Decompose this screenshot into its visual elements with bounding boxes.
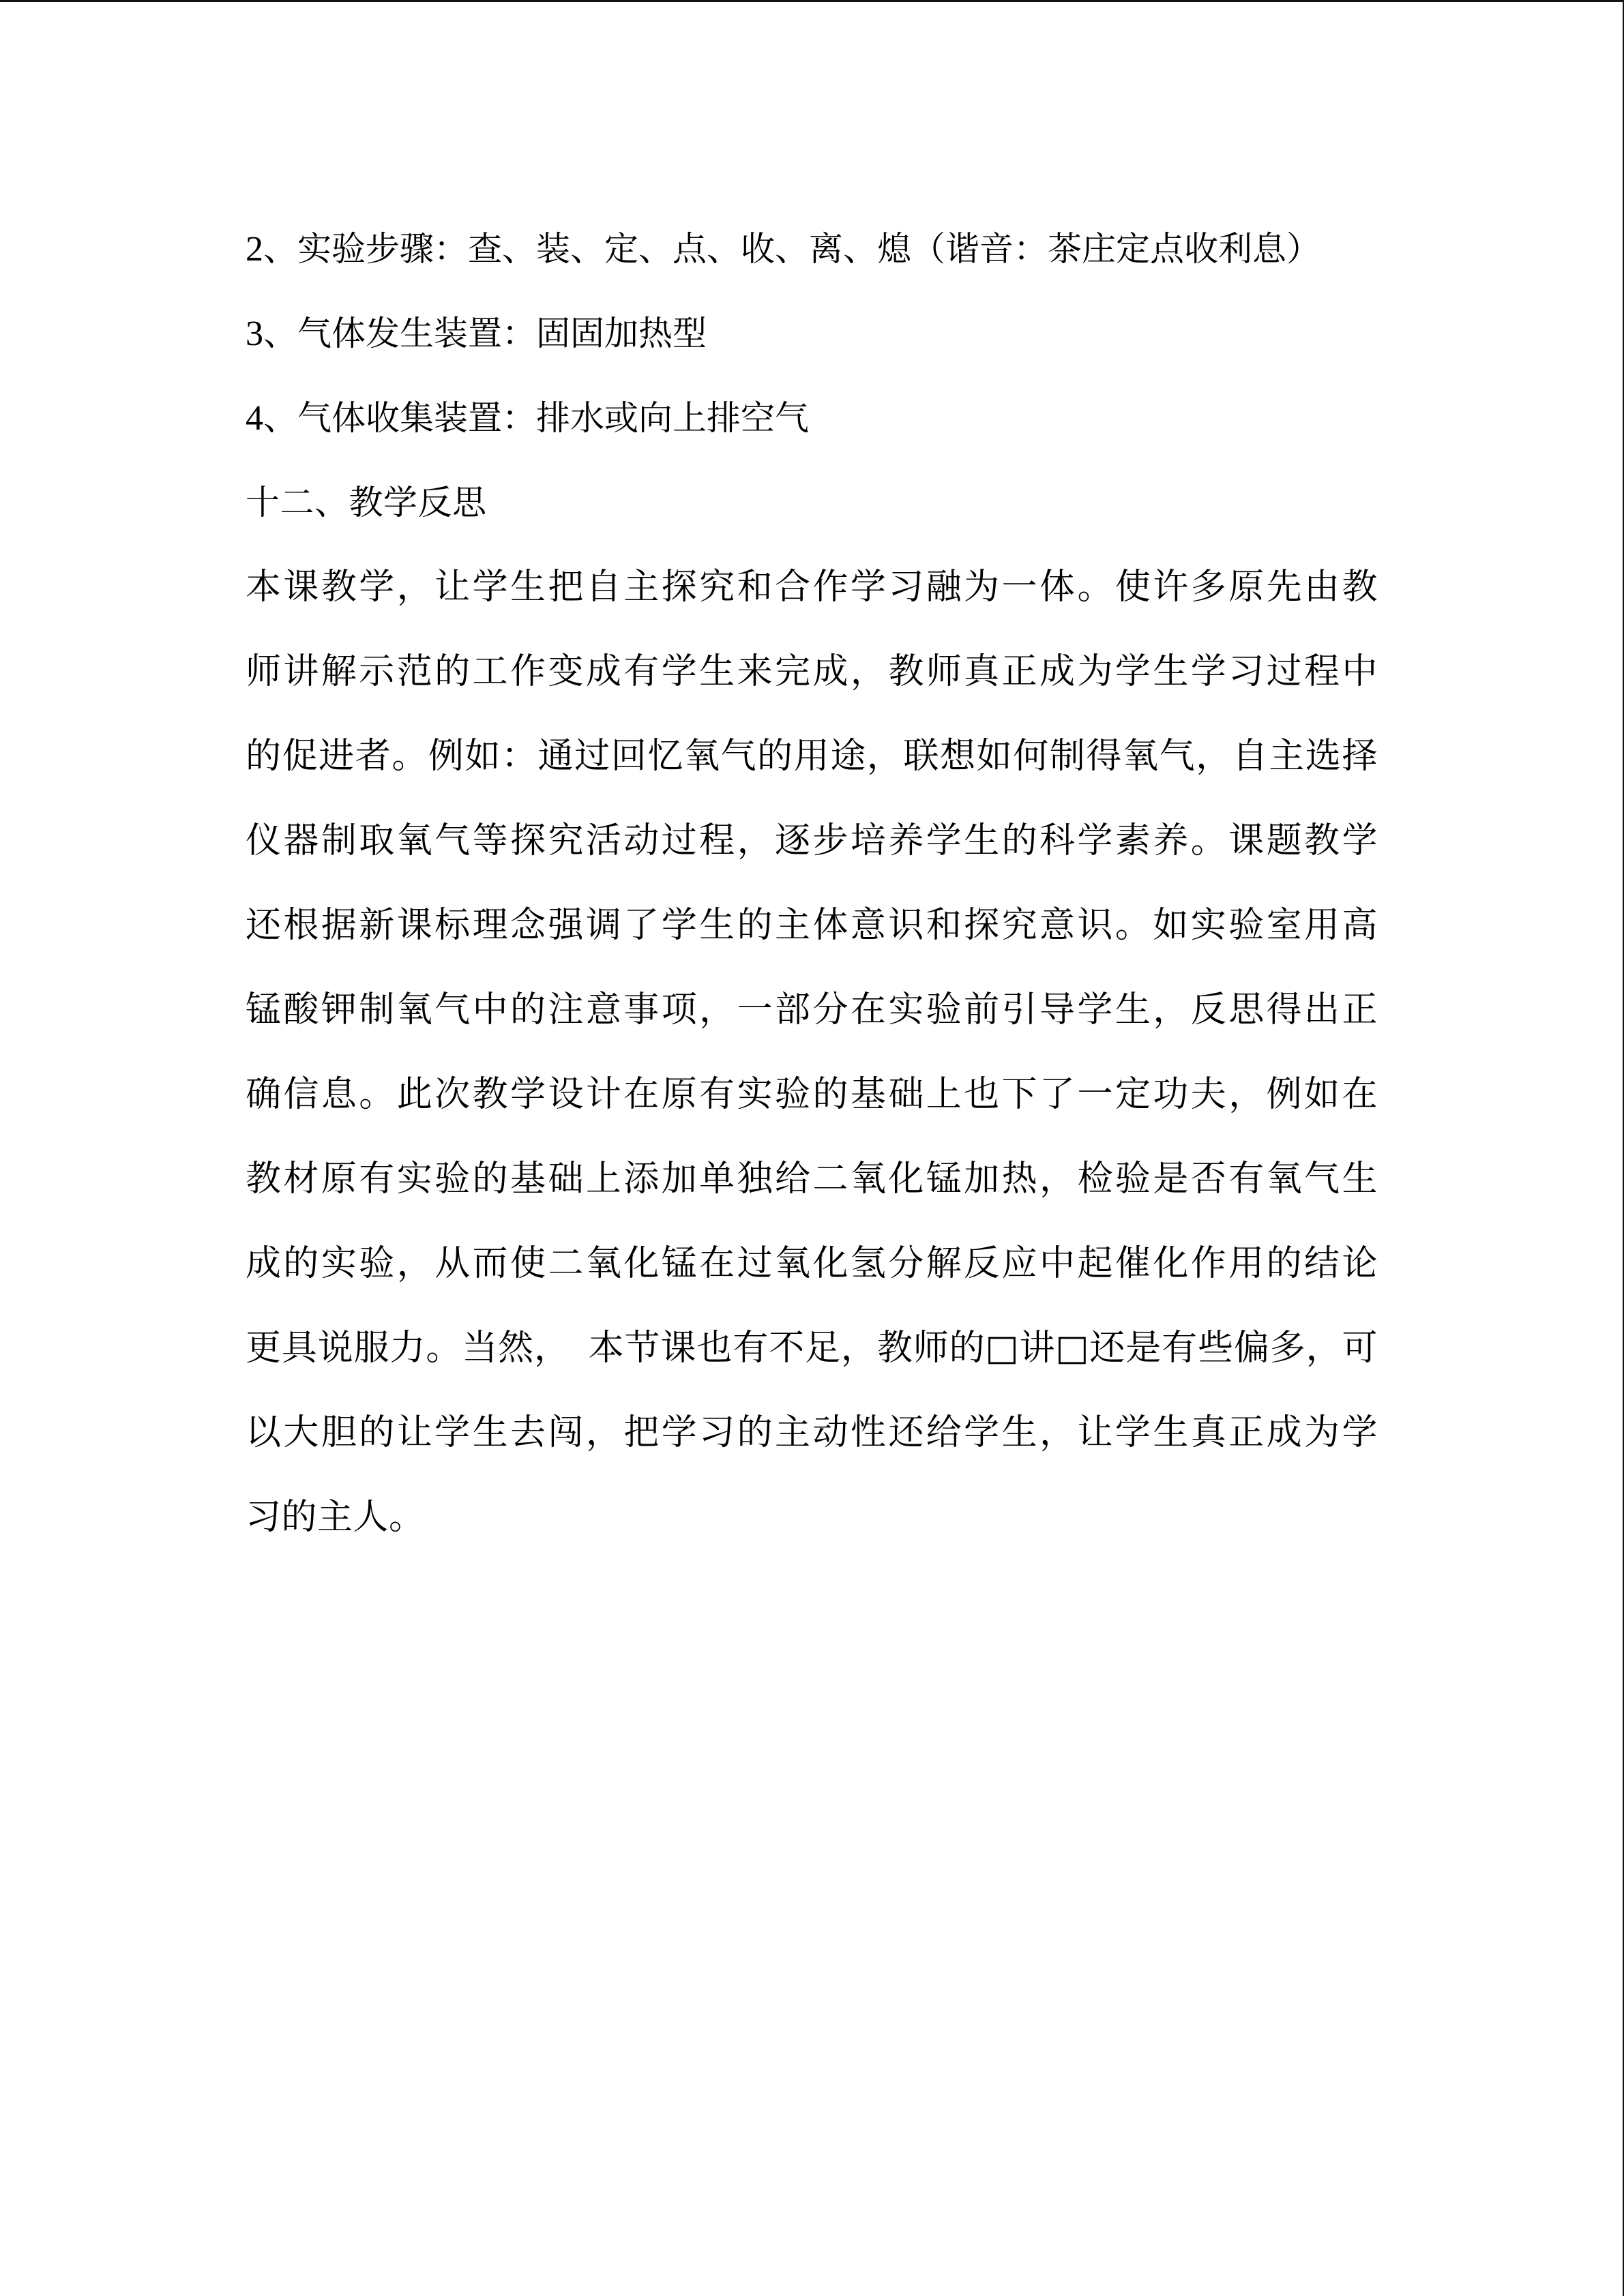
list-item-text: 、气体发生装置：固固加热型 — [263, 314, 707, 353]
list-item-number: 3 — [246, 314, 263, 353]
list-item-text: 、气体收集装置：排水或向上排空气 — [263, 398, 809, 438]
list-item-experiment-steps — [246, 207, 1378, 291]
paragraph-line: 锰酸钾制氧气中的注意事项，一部分在实验前引导学生，反思得出正 — [246, 989, 1378, 1030]
list-item-number: 4 — [246, 399, 263, 438]
page-content — [246, 207, 1378, 1560]
paragraph-line: 教材原有实验的基础上添加单独给二氧化锰加热，检验是否有氧气生 — [246, 1159, 1378, 1199]
paragraph-line: 习的主人。 — [246, 1497, 425, 1538]
paragraph-line: 仪器制取氧气等探究活动过程，逐步培养学生的科学素养。课题教学 — [246, 820, 1378, 861]
paragraph-line: 的促进者。例如：通过回忆氧气的用途，联想如何制得氧气，自主选择 — [246, 736, 1378, 777]
list-item-gas-collector — [246, 376, 1378, 460]
paragraph-line: 确信息。此次教学设计在原有实验的基础上也下了一定功夫，例如在 — [246, 1074, 1378, 1115]
paragraph-line: 成的实验，从而使二氧化锰在过氧化氢分解反应中起催化作用的结论 — [246, 1243, 1378, 1284]
paragraph-line: 本课教学，让学生把自主探究和合作学习融为一体。使许多原先由教 — [246, 567, 1378, 608]
paragraph-line: 更具说服力。当然， 本节课也有不足，教师的□讲□还是有些偏多，可 — [246, 1328, 1378, 1369]
list-item-number: 2 — [246, 230, 263, 269]
paragraph-line: 以大胆的让学生去闯，把学习的主动性还给学生，让学生真正成为学 — [246, 1412, 1378, 1453]
list-item-text: 、实验步骤：查、装、定、点、收、离、熄（谐音：茶庄定点收利息） — [263, 229, 1320, 269]
list-item-gas-generator — [246, 291, 1378, 376]
section-heading: 十二、教学反思 — [246, 483, 487, 522]
reflection-paragraph — [246, 545, 1378, 1560]
paragraph-line: 师讲解示范的工作变成有学生来完成，教师真正成为学生学习过程中 — [246, 651, 1378, 692]
paragraph-line: 还根据新课标理念强调了学生的主体意识和探究意识。如实验室用高 — [246, 905, 1378, 946]
